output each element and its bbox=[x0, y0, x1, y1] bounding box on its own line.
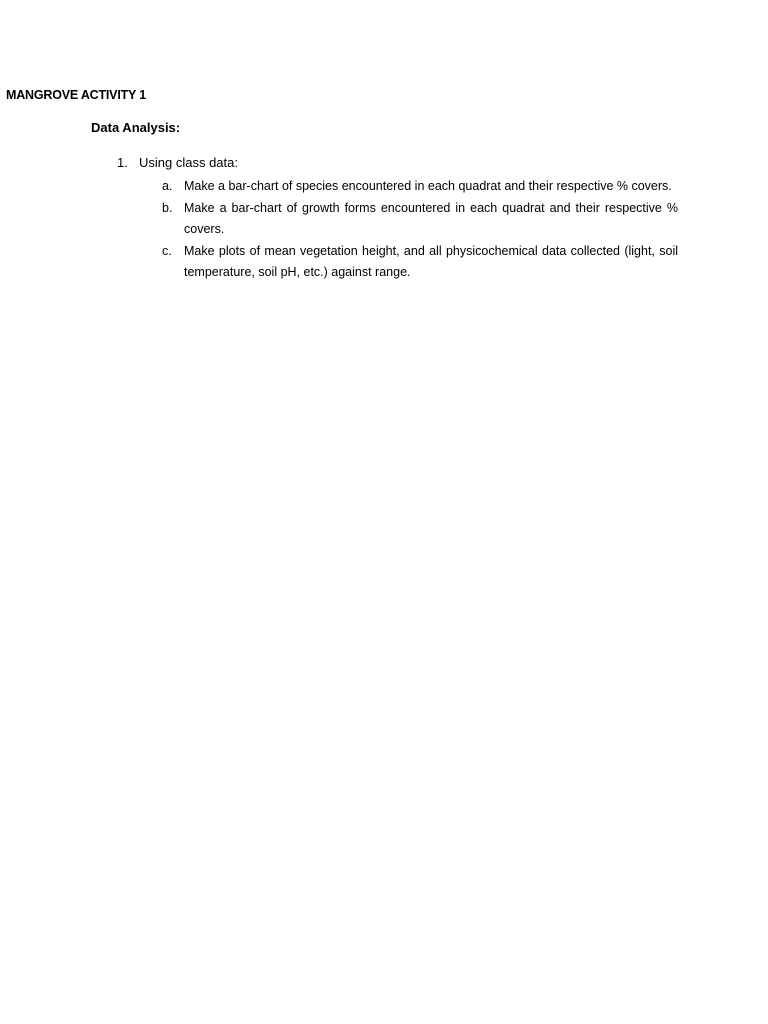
sub-item-letter: a. bbox=[162, 179, 173, 193]
section-heading: Data Analysis: bbox=[91, 120, 181, 135]
sub-item-text: Make a bar-chart of species encountered in each quadrat and their respective % covers. bbox=[184, 179, 672, 193]
list-item bbox=[117, 155, 238, 170]
sub-list-item bbox=[162, 176, 678, 198]
sub-item-letter: b. bbox=[162, 200, 173, 215]
list-item-number: 1. bbox=[117, 155, 128, 170]
sub-item-letter: c. bbox=[162, 243, 172, 258]
sub-list-item bbox=[162, 198, 678, 241]
sub-list bbox=[162, 176, 678, 284]
sub-item-text: Make plots of mean vegetation height, and all physicochemical data collected (light, soil temperature, soil pH, etc.) against range. bbox=[184, 243, 678, 279]
document-title: MANGROVE ACTIVITY 1 bbox=[6, 88, 146, 102]
sub-list-item bbox=[162, 241, 678, 284]
sub-item-text: Make a bar-chart of growth forms encountered in each quadrat and their respective % covers. bbox=[184, 200, 678, 236]
list-item-label: Using class data: bbox=[139, 155, 238, 170]
